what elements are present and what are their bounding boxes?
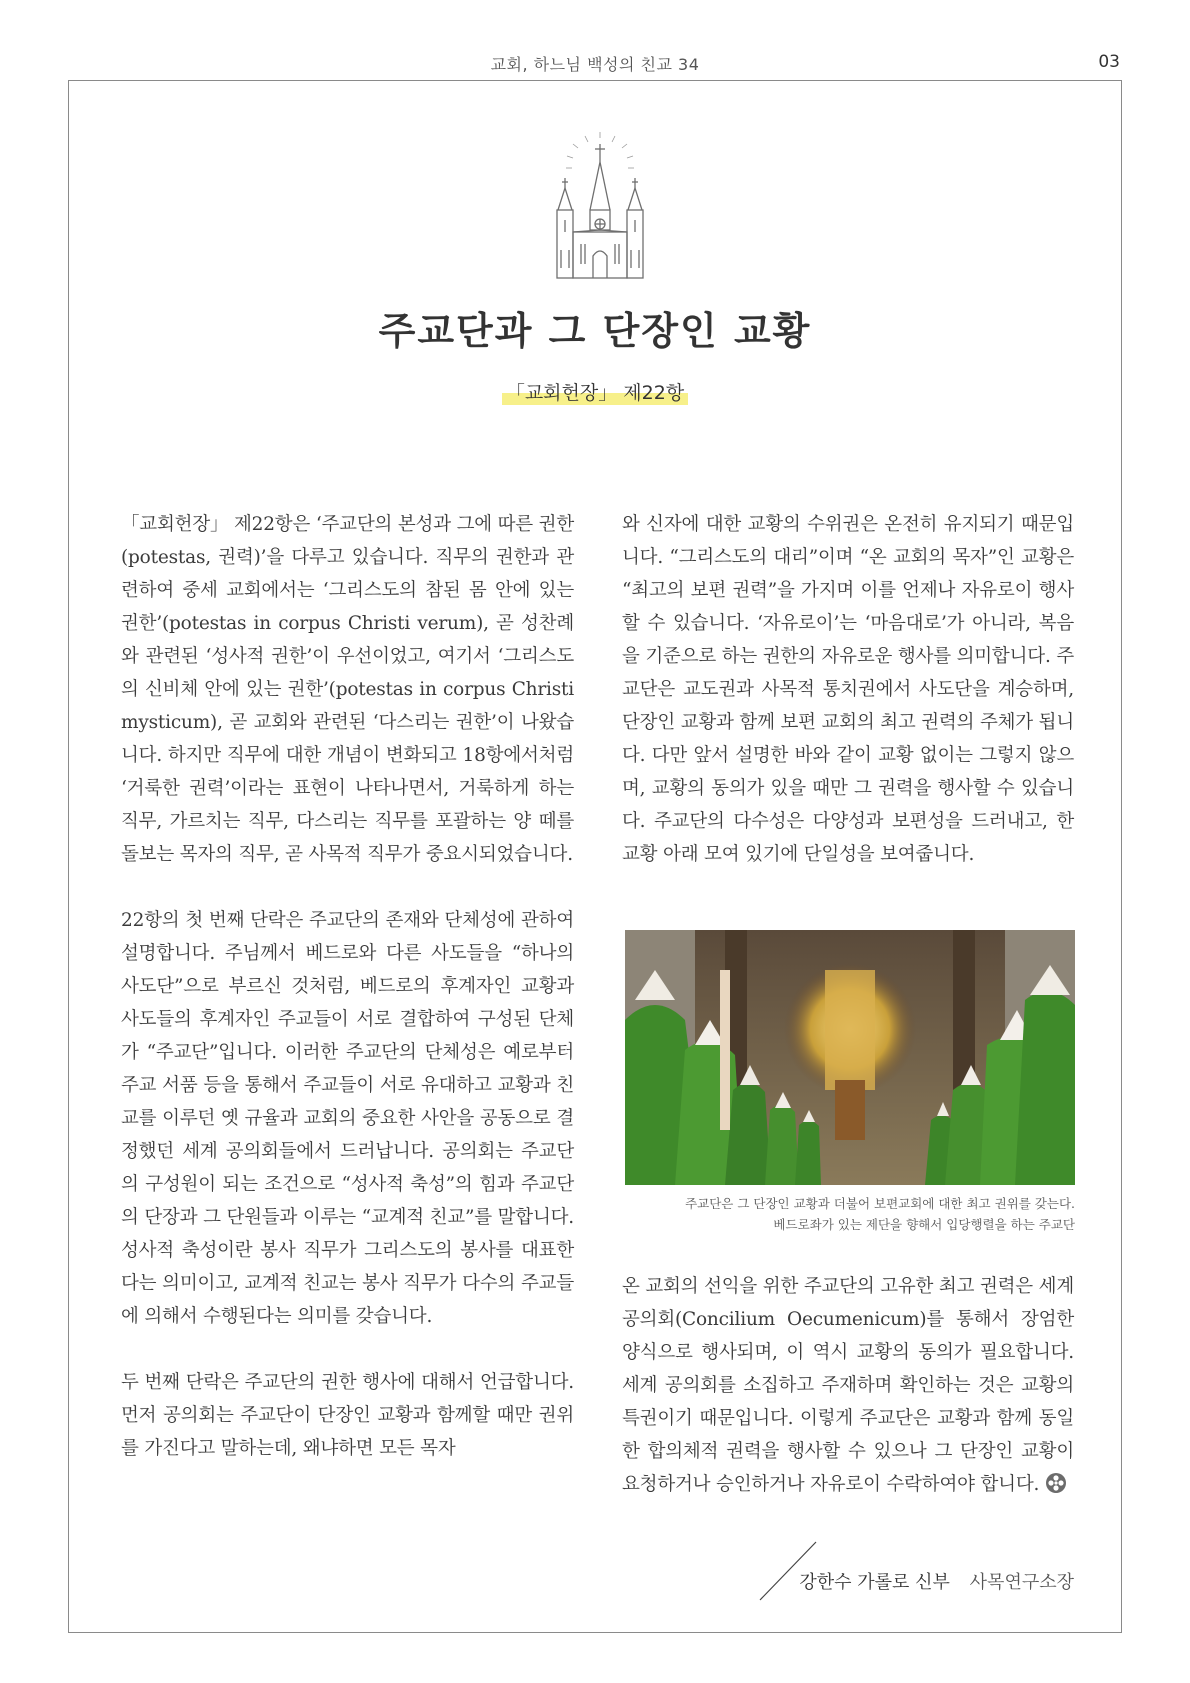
running-title: 교회, 하느님 백성의 친교 34 [490,55,700,74]
paragraph: 22항의 첫 번째 단락은 주교단의 존재와 단체성에 관하여 설명합니다. 주님께서 베드로와 다른 사도들을 “하나의 사도단”으로 부르신 것처럼, 베드로의 후계자인 교황과 사도들의 후계자인 주교들이 서로 결합하여 구성된 단체가 “주교단”입니다. 이러한 주교단의 단체성은 예로부터 주교 서품 등을 통해서 주교들이 서로 유대하고 교황과 친교를 이루던 옛 규율과 교회의 중요한 사안을 공동으로 결정했던 세계 공의회들에서 드러납니다. 공의회는 주교단의 구성원이 되는 조건으로 “성사적 축성”의 힘과 주교단의 단장과 그 단원들과 이루는 “교계적 친교”를 말합니다. 성사적 축성이란 봉사 직무가 그리스도의 봉사를 대표한다는 의미이고, 교계적 친교는 봉사 직무가 다수의 주교들에 의해서 수행된다는 의미를 갖습니다. [121,910,574,1327]
photo-caption [625,1193,1075,1235]
page-number: 03 [1098,52,1120,72]
caption-line: 주교단은 그 단장인 교황과 더불어 보편교회에 대한 최고 권위를 갖는다. [685,1196,1075,1211]
paragraph: 두 번째 단락은 주교단의 권한 행사에 대해서 언급합니다. 먼저 공의회는 주교단이 단장인 교황과 함께할 때만 권위를 가진다고 말하는데, 왜냐하면 모든 목자 [121,1372,574,1459]
procession-photo [625,930,1075,1185]
paragraph: 「교회헌장」 제22항은 ‘주교단의 본성과 그에 따른 권한(potestas, 권력)’을 다루고 있습니다. 직무의 권한과 관련하여 중세 교회에서는 ‘그리스도의 참된 몸 안에 있는 권한’(potestas in corpus Christi verum), 곧 성찬례와 관련된 ‘성사적 권한’이 우선이었고, 여기서 ‘그리스도의 신비체 안에 있는 권한’(potestas in corpus Christi mysticum), 곧 교회와 관련된 ‘다스리는 권한’이 나왔습니다. 하지만 직무에 대한 개념이 변화되고 18항에서처럼 ‘거룩한 권력’이라는 표현이 나타나면서, 거룩하게 하는 직무, 가르치는 직무, 다스리는 직무를 포괄하는 양 떼를 돌보는 목자의 직무, 곧 사목적 직무가 중요시되었습니다. [121,514,574,865]
author-role: 사목연구소장 [969,1572,1074,1593]
right-column-top [622,508,1074,904]
left-column [121,508,574,1498]
closing-paragraph-text: 온 교회의 선익을 위한 주교단의 고유한 최고 권력은 세계 공의회(Concilium Oecumenicum)를 통해서 장엄한 양식으로 행사되며, 이 역시 교황의 동의가 필요합니다. 세계 공의회를 소집하고 주재하며 확인하는 것은 교황의 특권이기 때문입니다. 이렇게 주교단은 교황과 함께 동일한 합의체적 권력을 행사할 수 있으나 그 단장인 교황이 요청하거나 승인하거나 자유로이 수락하여야 합니다. [622,1276,1074,1495]
caption-line: 베드로좌가 있는 제단을 향해서 입당행렬을 하는 주교단 [773,1217,1075,1232]
end-mark-icon [1045,1472,1067,1494]
church-icon [555,132,645,280]
right-column-bottom [622,1270,1074,1501]
paragraph [622,1270,1074,1501]
byline [799,1568,1074,1594]
author-name: 강한수 가롤로 신부 [799,1572,950,1593]
article-subtitle: 「교회헌장」 제22항 [502,378,688,405]
article-title: 주교단과 그 단장인 교황 [378,308,812,353]
paragraph: 와 신자에 대한 교황의 수위권은 온전히 유지되기 때문입니다. “그리스도의 대리”이며 “온 교회의 목자”인 교황은 “최고의 보편 권력”을 가지며 이를 언제나 자유로이 행사할 수 있습니다. ‘자유로이’는 ‘마음대로’가 아니라, 복음을 기준으로 하는 권한의 자유로운 행사를 의미합니다. 주교단은 교도권과 사목적 통치권에서 사도단을 계승하며, 단장인 교황과 함께 보편 교회의 최고 권력의 주체가 됩니다. 다만 앞서 설명한 바와 같이 교황 없이는 그렇지 않으며, 교황의 동의가 있을 때만 그 권력을 행사할 수 있습니다. 주교단의 다수성은 다양성과 보편성을 드러내고, 한 교황 아래 모여 있기에 단일성을 보여줍니다. [622,514,1074,865]
